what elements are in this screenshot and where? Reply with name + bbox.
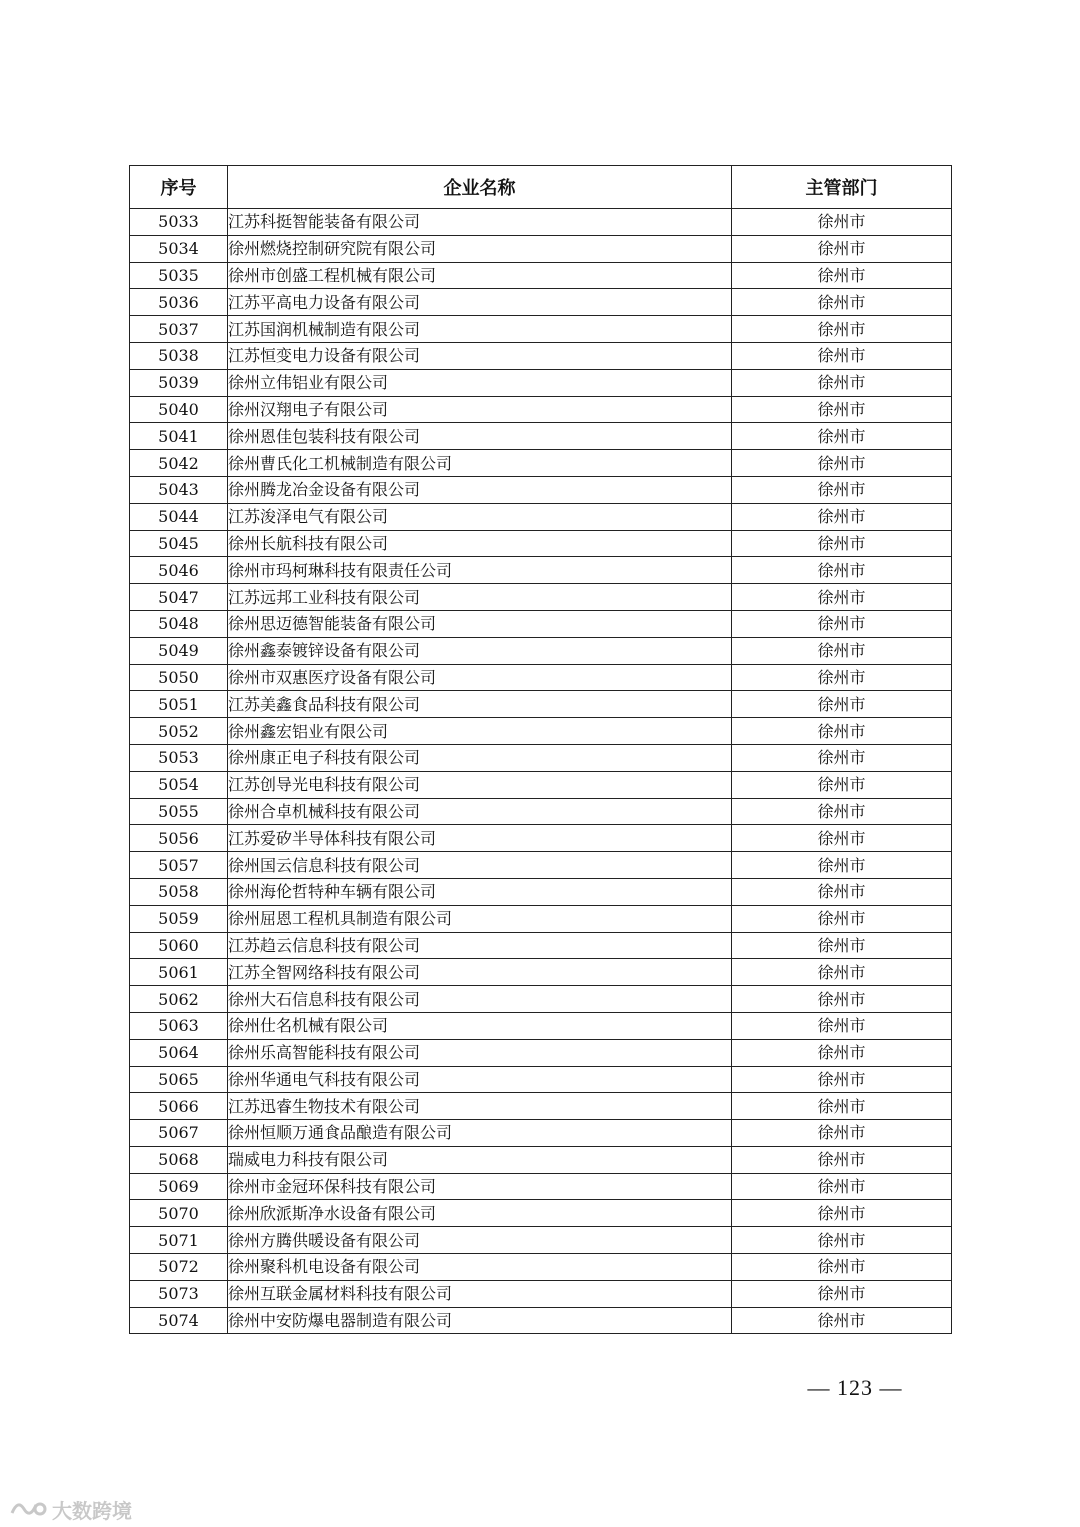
- table-row: [130, 691, 952, 718]
- table-row: [130, 1012, 952, 1039]
- cell-serial-number: 5047: [130, 584, 228, 611]
- table-row: [130, 369, 952, 396]
- cell-company-name: 徐州汉翔电子有限公司: [228, 396, 732, 423]
- cell-department: 徐州市: [732, 530, 952, 557]
- cell-serial-number: 5063: [130, 1012, 228, 1039]
- table-row: [130, 825, 952, 852]
- cell-department: 徐州市: [732, 1173, 952, 1200]
- cell-company-name: 徐州聚科机电设备有限公司: [228, 1254, 732, 1281]
- cell-department: 徐州市: [732, 718, 952, 745]
- table-row: [130, 986, 952, 1013]
- cell-department: 徐州市: [732, 423, 952, 450]
- table-row: [130, 610, 952, 637]
- cell-serial-number: 5048: [130, 610, 228, 637]
- cell-company-name: 徐州长航科技有限公司: [228, 530, 732, 557]
- header-department: 主管部门: [732, 166, 952, 209]
- table-row: [130, 744, 952, 771]
- header-serial-number: 序号: [130, 166, 228, 209]
- table-row: [130, 342, 952, 369]
- cell-serial-number: 5050: [130, 664, 228, 691]
- cell-department: 徐州市: [732, 744, 952, 771]
- cell-serial-number: 5069: [130, 1173, 228, 1200]
- cell-serial-number: 5059: [130, 905, 228, 932]
- cell-department: 徐州市: [732, 369, 952, 396]
- table-row: [130, 262, 952, 289]
- cell-department: 徐州市: [732, 1120, 952, 1147]
- cell-company-name: 徐州乐高智能科技有限公司: [228, 1039, 732, 1066]
- cell-company-name: 徐州欣派斯净水设备有限公司: [228, 1200, 732, 1227]
- cell-serial-number: 5057: [130, 852, 228, 879]
- cell-company-name: 江苏远邦工业科技有限公司: [228, 584, 732, 611]
- cell-department: 徐州市: [732, 262, 952, 289]
- cell-company-name: 徐州市玛柯琳科技有限责任公司: [228, 557, 732, 584]
- cell-serial-number: 5040: [130, 396, 228, 423]
- table-row: [130, 1120, 952, 1147]
- cell-serial-number: 5035: [130, 262, 228, 289]
- cell-company-name: 徐州腾龙冶金设备有限公司: [228, 476, 732, 503]
- cell-department: 徐州市: [732, 476, 952, 503]
- table-row: [130, 450, 952, 477]
- cell-serial-number: 5033: [130, 209, 228, 236]
- cell-department: 徐州市: [732, 1227, 952, 1254]
- cell-department: 徐州市: [732, 798, 952, 825]
- cell-department: 徐州市: [732, 235, 952, 262]
- cell-department: 徐州市: [732, 557, 952, 584]
- cell-company-name: 江苏爱矽半导体科技有限公司: [228, 825, 732, 852]
- cell-department: 徐州市: [732, 637, 952, 664]
- cell-company-name: 徐州大石信息科技有限公司: [228, 986, 732, 1013]
- table-row: [130, 1307, 952, 1334]
- cell-company-name: 徐州康正电子科技有限公司: [228, 744, 732, 771]
- cell-company-name: 徐州仕名机械有限公司: [228, 1012, 732, 1039]
- table-row: [130, 1227, 952, 1254]
- cell-serial-number: 5072: [130, 1254, 228, 1281]
- cell-company-name: 江苏国润机械制造有限公司: [228, 316, 732, 343]
- table-row: [130, 396, 952, 423]
- cell-department: 徐州市: [732, 664, 952, 691]
- table-row: [130, 503, 952, 530]
- cell-serial-number: 5046: [130, 557, 228, 584]
- cell-department: 徐州市: [732, 932, 952, 959]
- cell-company-name: 徐州思迈德智能装备有限公司: [228, 610, 732, 637]
- cell-serial-number: 5042: [130, 450, 228, 477]
- table-row: [130, 932, 952, 959]
- cell-department: 徐州市: [732, 691, 952, 718]
- cell-serial-number: 5045: [130, 530, 228, 557]
- cell-company-name: 徐州鑫宏铝业有限公司: [228, 718, 732, 745]
- cell-serial-number: 5044: [130, 503, 228, 530]
- cell-department: 徐州市: [732, 316, 952, 343]
- table-row: [130, 289, 952, 316]
- cell-serial-number: 5052: [130, 718, 228, 745]
- table-row: [130, 476, 952, 503]
- cell-serial-number: 5054: [130, 771, 228, 798]
- table-row: [130, 209, 952, 236]
- cell-serial-number: 5051: [130, 691, 228, 718]
- cell-serial-number: 5067: [130, 1120, 228, 1147]
- table-row: [130, 1173, 952, 1200]
- cell-department: 徐州市: [732, 771, 952, 798]
- cell-company-name: 江苏创导光电科技有限公司: [228, 771, 732, 798]
- cell-department: 徐州市: [732, 503, 952, 530]
- cell-company-name: 江苏平高电力设备有限公司: [228, 289, 732, 316]
- watermark: [8, 1493, 132, 1525]
- table-row: [130, 316, 952, 343]
- cell-company-name: 瑞威电力科技有限公司: [228, 1146, 732, 1173]
- watermark-text: 大数跨境: [52, 1498, 132, 1523]
- cell-company-name: 江苏趋云信息科技有限公司: [228, 932, 732, 959]
- cell-serial-number: 5070: [130, 1200, 228, 1227]
- table-row: [130, 905, 952, 932]
- cell-serial-number: 5068: [130, 1146, 228, 1173]
- table-body: [130, 209, 952, 1334]
- cell-department: 徐州市: [732, 1039, 952, 1066]
- table-row: [130, 235, 952, 262]
- cell-serial-number: 5038: [130, 342, 228, 369]
- cell-serial-number: 5036: [130, 289, 228, 316]
- cell-serial-number: 5073: [130, 1280, 228, 1307]
- cell-company-name: 徐州市双惠医疗设备有限公司: [228, 664, 732, 691]
- cell-department: 徐州市: [732, 584, 952, 611]
- cell-company-name: 徐州鑫泰镀锌设备有限公司: [228, 637, 732, 664]
- cell-department: 徐州市: [732, 209, 952, 236]
- table-row: [130, 584, 952, 611]
- cell-company-name: 徐州方腾供暖设备有限公司: [228, 1227, 732, 1254]
- cell-department: 徐州市: [732, 450, 952, 477]
- cell-serial-number: 5037: [130, 316, 228, 343]
- table-row: [130, 771, 952, 798]
- enterprise-table: [129, 165, 952, 1334]
- cell-serial-number: 5062: [130, 986, 228, 1013]
- cell-serial-number: 5066: [130, 1093, 228, 1120]
- table-row: [130, 1280, 952, 1307]
- cell-company-name: 徐州合卓机械科技有限公司: [228, 798, 732, 825]
- cell-department: 徐州市: [732, 1254, 952, 1281]
- cell-company-name: 徐州国云信息科技有限公司: [228, 852, 732, 879]
- cell-company-name: 江苏迅睿生物技术有限公司: [228, 1093, 732, 1120]
- cell-company-name: 徐州恒顺万通食品酿造有限公司: [228, 1120, 732, 1147]
- cell-department: 徐州市: [732, 1280, 952, 1307]
- table-row: [130, 852, 952, 879]
- cell-department: 徐州市: [732, 905, 952, 932]
- cell-serial-number: 5058: [130, 878, 228, 905]
- cell-department: 徐州市: [732, 1066, 952, 1093]
- cell-serial-number: 5065: [130, 1066, 228, 1093]
- cell-department: 徐州市: [732, 878, 952, 905]
- cell-company-name: 徐州曹氏化工机械制造有限公司: [228, 450, 732, 477]
- cell-department: 徐州市: [732, 1146, 952, 1173]
- table-row: [130, 1254, 952, 1281]
- cell-company-name: 徐州华通电气科技有限公司: [228, 1066, 732, 1093]
- cell-company-name: 徐州市金冠环保科技有限公司: [228, 1173, 732, 1200]
- cell-department: 徐州市: [732, 959, 952, 986]
- table-row: [130, 1093, 952, 1120]
- table-row: [130, 1200, 952, 1227]
- table-header-row: [130, 166, 952, 209]
- cell-company-name: 徐州恩佳包装科技有限公司: [228, 423, 732, 450]
- cell-company-name: 徐州海伦哲特种车辆有限公司: [228, 878, 732, 905]
- cell-department: 徐州市: [732, 852, 952, 879]
- watermark-logo-icon: [8, 1497, 48, 1521]
- table-row: [130, 1066, 952, 1093]
- table-row: [130, 878, 952, 905]
- cell-department: 徐州市: [732, 610, 952, 637]
- cell-serial-number: 5061: [130, 959, 228, 986]
- table-row: [130, 959, 952, 986]
- cell-serial-number: 5034: [130, 235, 228, 262]
- cell-company-name: 江苏浚泽电气有限公司: [228, 503, 732, 530]
- header-company-name: 企业名称: [228, 166, 732, 209]
- table-row: [130, 718, 952, 745]
- cell-serial-number: 5060: [130, 932, 228, 959]
- cell-serial-number: 5039: [130, 369, 228, 396]
- cell-serial-number: 5071: [130, 1227, 228, 1254]
- page-number: — 123 —: [807, 1375, 903, 1400]
- cell-department: 徐州市: [732, 825, 952, 852]
- cell-serial-number: 5049: [130, 637, 228, 664]
- cell-serial-number: 5074: [130, 1307, 228, 1334]
- cell-company-name: 徐州市创盛工程机械有限公司: [228, 262, 732, 289]
- cell-department: 徐州市: [732, 289, 952, 316]
- cell-company-name: 徐州屈恩工程机具制造有限公司: [228, 905, 732, 932]
- cell-company-name: 江苏美鑫食品科技有限公司: [228, 691, 732, 718]
- table-row: [130, 664, 952, 691]
- table-row: [130, 798, 952, 825]
- table-row: [130, 423, 952, 450]
- cell-department: 徐州市: [732, 396, 952, 423]
- cell-department: 徐州市: [732, 1093, 952, 1120]
- cell-company-name: 江苏恒变电力设备有限公司: [228, 342, 732, 369]
- cell-company-name: 江苏全智网络科技有限公司: [228, 959, 732, 986]
- cell-department: 徐州市: [732, 1307, 952, 1334]
- table-row: [130, 637, 952, 664]
- table-row: [130, 557, 952, 584]
- table-row: [130, 1146, 952, 1173]
- cell-serial-number: 5056: [130, 825, 228, 852]
- cell-serial-number: 5041: [130, 423, 228, 450]
- cell-department: 徐州市: [732, 986, 952, 1013]
- cell-serial-number: 5055: [130, 798, 228, 825]
- cell-serial-number: 5043: [130, 476, 228, 503]
- cell-company-name: 徐州立伟铝业有限公司: [228, 369, 732, 396]
- cell-department: 徐州市: [732, 342, 952, 369]
- cell-department: 徐州市: [732, 1012, 952, 1039]
- cell-company-name: 江苏科挺智能装备有限公司: [228, 209, 732, 236]
- cell-company-name: 徐州互联金属材料科技有限公司: [228, 1280, 732, 1307]
- cell-department: 徐州市: [732, 1200, 952, 1227]
- cell-company-name: 徐州燃烧控制研究院有限公司: [228, 235, 732, 262]
- cell-serial-number: 5053: [130, 744, 228, 771]
- table-row: [130, 530, 952, 557]
- cell-serial-number: 5064: [130, 1039, 228, 1066]
- cell-company-name: 徐州中安防爆电器制造有限公司: [228, 1307, 732, 1334]
- table-row: [130, 1039, 952, 1066]
